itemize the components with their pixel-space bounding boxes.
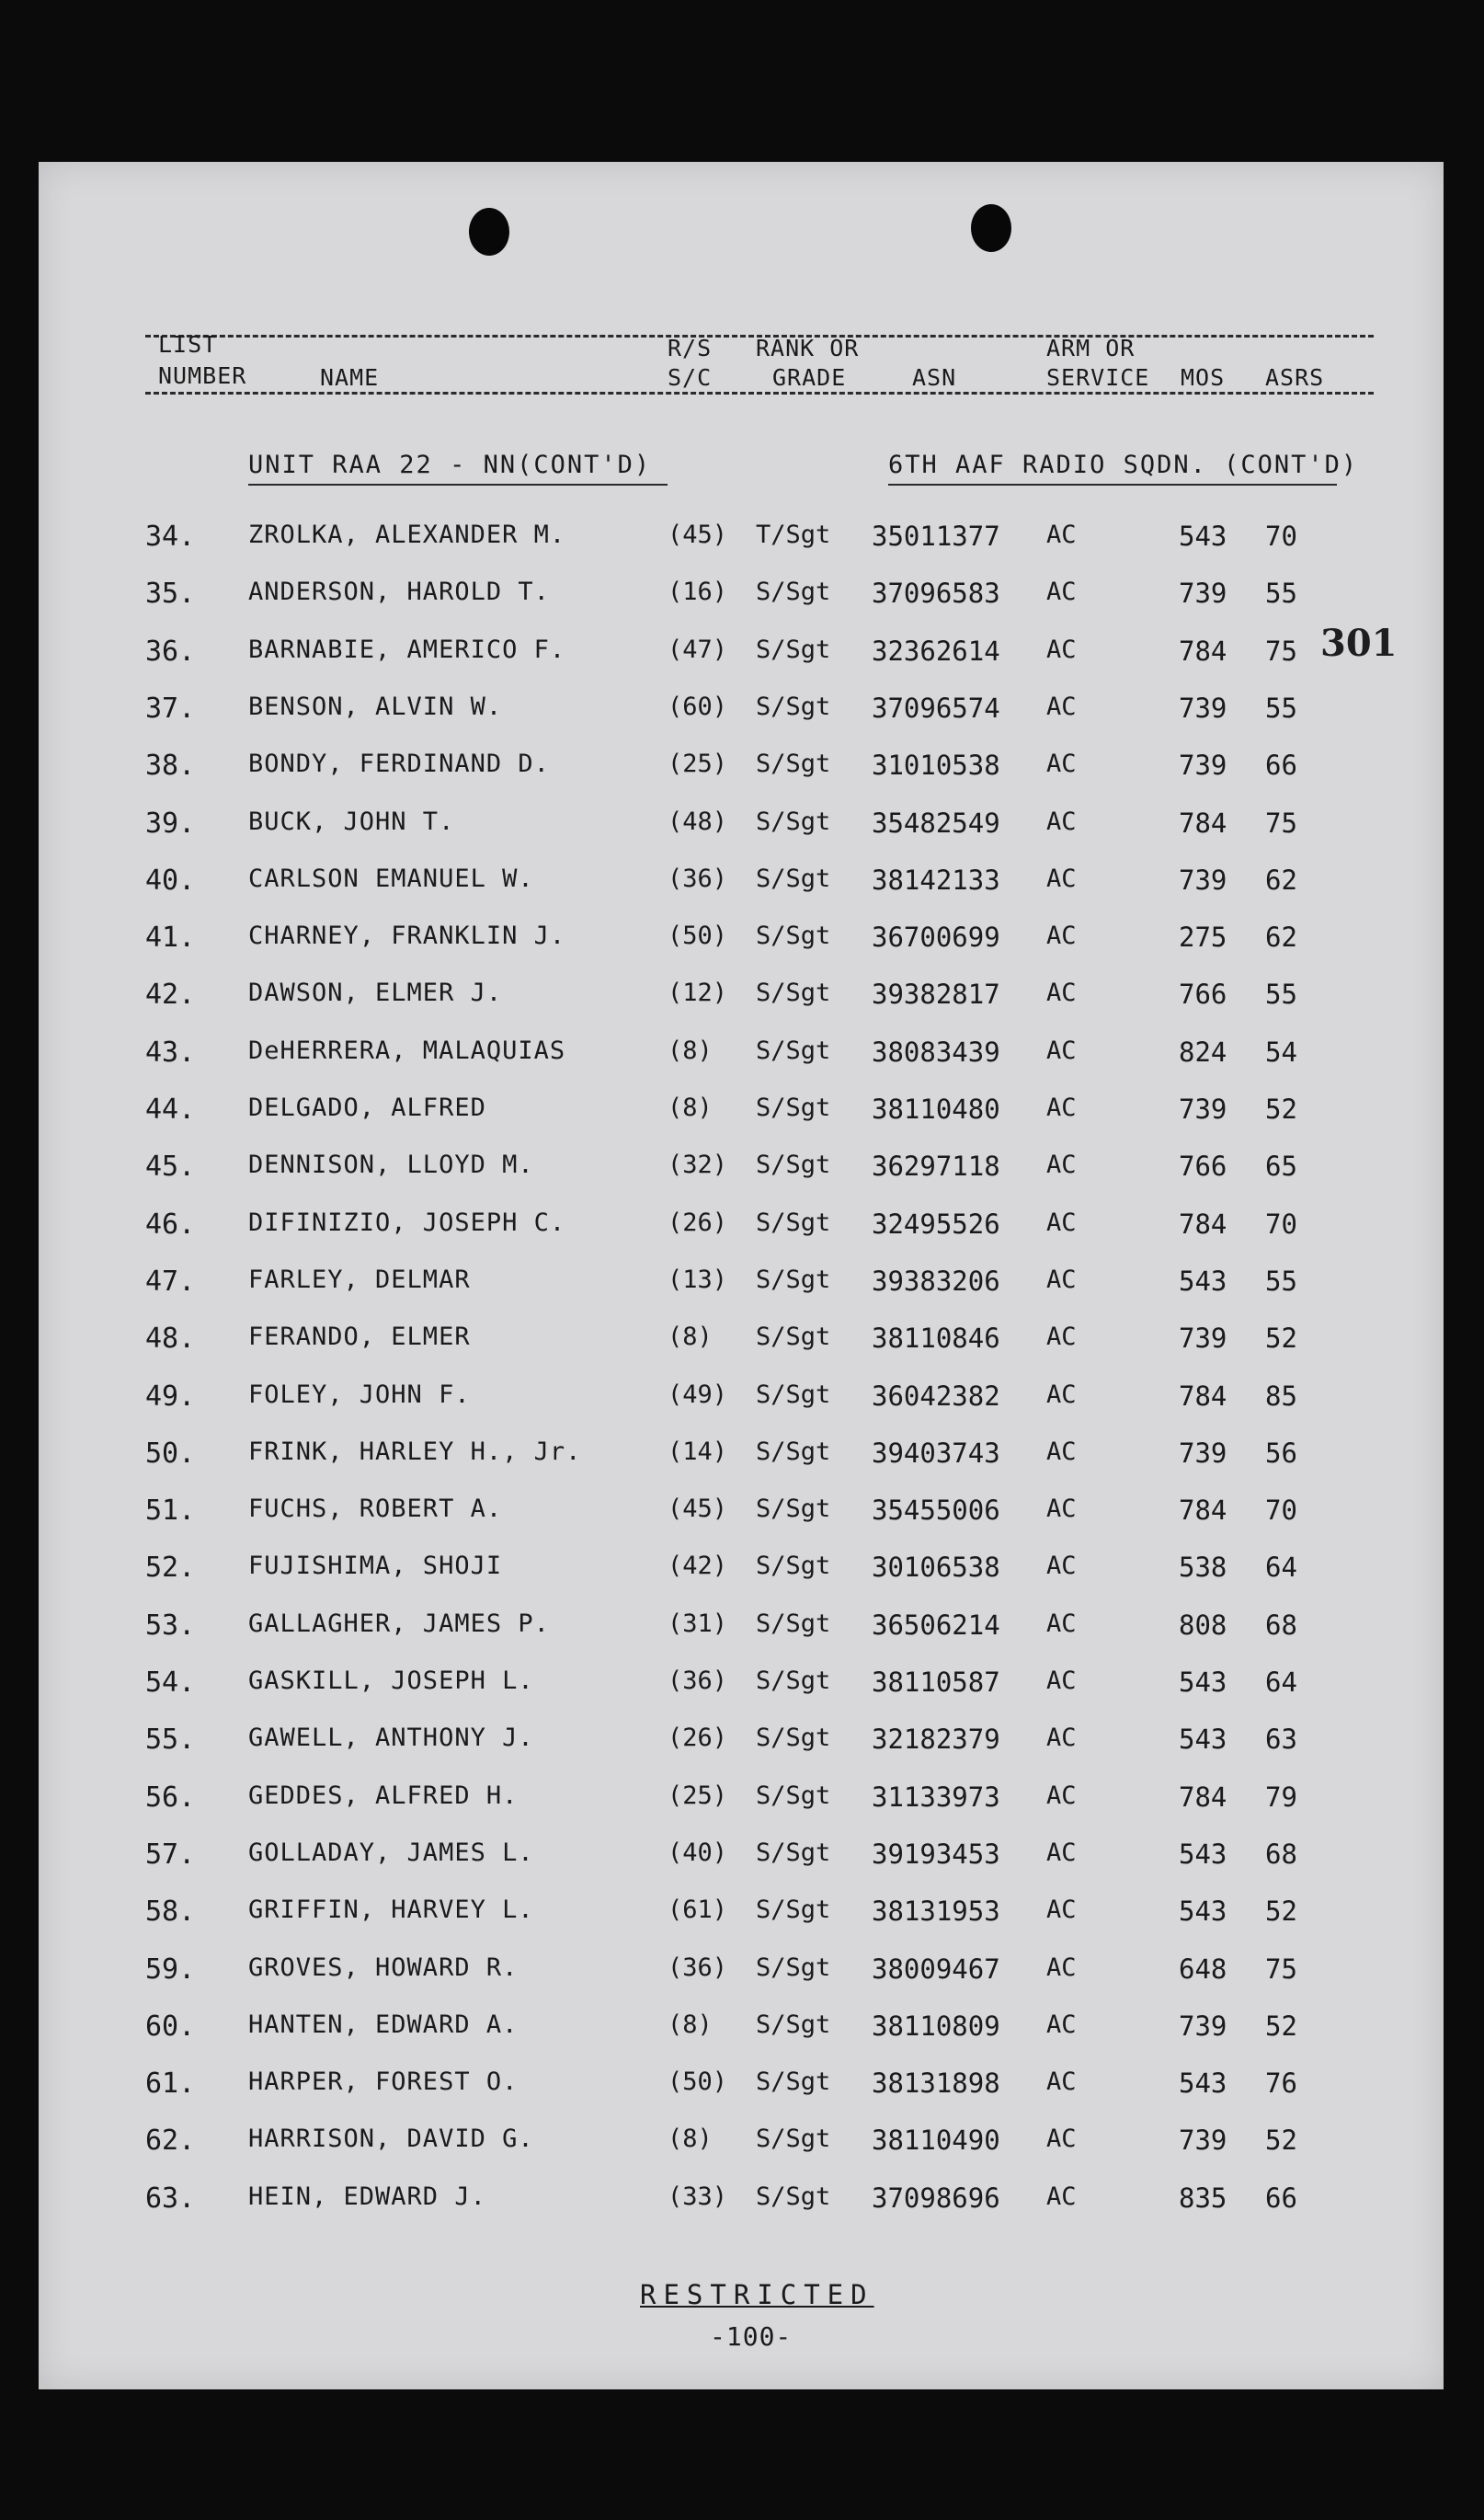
list-number-cell: 60. xyxy=(145,2010,196,2043)
restricted-marking: RESTRICTED xyxy=(640,2279,874,2310)
asn-cell: 38110846 xyxy=(872,1323,1000,1355)
rank-grade-cell: S/Sgt xyxy=(756,1609,831,1638)
soldier-name-cell: GRIFFIN, HARVEY L. xyxy=(248,1896,534,1925)
mos-cell: 739 xyxy=(1179,578,1227,610)
table-row xyxy=(39,2125,1444,2182)
table-row xyxy=(39,1094,1444,1151)
asrs-cell: 70 xyxy=(1265,1495,1297,1527)
rank-grade-cell: S/Sgt xyxy=(756,1781,831,1810)
arm-service-cell: AC xyxy=(1046,1380,1077,1409)
arm-service-cell: AC xyxy=(1046,1552,1077,1581)
asrs-cell: 55 xyxy=(1265,1265,1297,1297)
arm-service-cell: AC xyxy=(1046,1667,1077,1695)
table-row xyxy=(39,1552,1444,1609)
rs-sc-cell: (8) xyxy=(668,2010,713,2039)
table-row xyxy=(39,1896,1444,1953)
rank-grade-cell: S/Sgt xyxy=(756,692,831,721)
list-number-cell: 40. xyxy=(145,864,196,897)
header-number-label: NUMBER xyxy=(158,362,247,389)
mos-cell: 766 xyxy=(1179,1151,1227,1183)
mos-cell: 543 xyxy=(1179,1838,1227,1870)
rs-sc-cell: (12) xyxy=(668,979,728,1008)
header-rank-label: RANK OR xyxy=(756,335,860,361)
table-row xyxy=(39,521,1444,578)
table-row xyxy=(39,808,1444,865)
rs-sc-cell: (36) xyxy=(668,1667,728,1695)
asn-cell: 38009467 xyxy=(872,1953,1000,1985)
rank-grade-cell: S/Sgt xyxy=(756,1838,831,1867)
arm-service-cell: AC xyxy=(1046,1437,1077,1466)
table-row xyxy=(39,693,1444,750)
rs-sc-cell: (61) xyxy=(668,1896,728,1925)
header-mos-label: MOS xyxy=(1181,364,1226,391)
soldier-name-cell: FUCHS, ROBERT A. xyxy=(248,1495,503,1524)
soldier-name-cell: GALLAGHER, JAMES P. xyxy=(248,1609,550,1638)
list-number-cell: 36. xyxy=(145,635,196,668)
list-number-cell: 49. xyxy=(145,1380,196,1413)
asn-cell: 32362614 xyxy=(872,635,1000,667)
arm-service-cell: AC xyxy=(1046,807,1077,836)
asn-cell: 38131953 xyxy=(872,1896,1000,1928)
table-row xyxy=(39,1609,1444,1667)
asn-cell: 32182379 xyxy=(872,1724,1000,1756)
asrs-cell: 55 xyxy=(1265,692,1297,724)
mos-cell: 543 xyxy=(1179,1896,1227,1928)
table-row xyxy=(39,1380,1444,1438)
rank-grade-cell: S/Sgt xyxy=(756,1380,831,1409)
soldier-name-cell: HEIN, EDWARD J. xyxy=(248,2182,486,2211)
rank-grade-cell: S/Sgt xyxy=(756,1094,831,1122)
rank-grade-cell: S/Sgt xyxy=(756,1323,831,1352)
rs-sc-cell: (13) xyxy=(668,1265,728,1294)
soldier-name-cell: ANDERSON, HAROLD T. xyxy=(248,578,550,607)
list-number-cell: 61. xyxy=(145,2068,196,2101)
arm-service-cell: AC xyxy=(1046,750,1077,779)
soldier-name-cell: BUCK, JOHN T. xyxy=(248,807,455,836)
list-number-cell: 41. xyxy=(145,922,196,955)
table-row xyxy=(39,979,1444,1036)
asrs-cell: 65 xyxy=(1265,1151,1297,1183)
asrs-cell: 68 xyxy=(1265,1609,1297,1641)
rank-grade-cell: S/Sgt xyxy=(756,979,831,1008)
list-number-cell: 57. xyxy=(145,1838,196,1871)
mos-cell: 739 xyxy=(1179,750,1227,782)
soldier-name-cell: FERANDO, ELMER xyxy=(248,1323,471,1352)
soldier-name-cell: HARRISON, DAVID G. xyxy=(248,2125,534,2154)
asn-cell: 31010538 xyxy=(872,750,1000,782)
mos-cell: 538 xyxy=(1179,1552,1227,1584)
asrs-cell: 62 xyxy=(1265,864,1297,896)
list-number-cell: 38. xyxy=(145,750,196,783)
list-number-cell: 50. xyxy=(145,1437,196,1470)
asn-cell: 35482549 xyxy=(872,807,1000,839)
soldier-name-cell: DeHERRERA, MALAQUIAS xyxy=(248,1036,566,1065)
squadron-label-underline xyxy=(888,484,1337,486)
asrs-cell: 66 xyxy=(1265,2182,1297,2214)
soldier-name-cell: FARLEY, DELMAR xyxy=(248,1265,471,1294)
arm-service-cell: AC xyxy=(1046,864,1077,893)
soldier-name-cell: HANTEN, EDWARD A. xyxy=(248,2010,519,2039)
asrs-cell: 75 xyxy=(1265,1953,1297,1985)
rs-sc-cell: (50) xyxy=(668,922,728,951)
rank-grade-cell: S/Sgt xyxy=(756,1896,831,1925)
asn-cell: 37096574 xyxy=(872,692,1000,724)
table-row xyxy=(39,1037,1444,1094)
table-row xyxy=(39,1151,1444,1208)
rs-sc-cell: (25) xyxy=(668,1781,728,1810)
table-row xyxy=(39,1495,1444,1552)
table-row xyxy=(39,865,1444,922)
mos-cell: 824 xyxy=(1179,1036,1227,1068)
rank-grade-cell: S/Sgt xyxy=(756,1208,831,1237)
list-number-cell: 35. xyxy=(145,578,196,611)
asrs-cell: 56 xyxy=(1265,1437,1297,1469)
asn-cell: 32495526 xyxy=(872,1208,1000,1240)
mos-cell: 648 xyxy=(1179,1953,1227,1985)
soldier-name-cell: GASKILL, JOSEPH L. xyxy=(248,1667,534,1695)
mos-cell: 275 xyxy=(1179,922,1227,954)
header-name-label: NAME xyxy=(320,364,380,391)
mos-cell: 784 xyxy=(1179,635,1227,667)
mos-cell: 739 xyxy=(1179,1437,1227,1469)
asn-cell: 31133973 xyxy=(872,1781,1000,1813)
table-row xyxy=(39,2182,1444,2239)
list-number-cell: 46. xyxy=(145,1208,196,1241)
asn-cell: 39403743 xyxy=(872,1437,1000,1469)
header-sc-label: S/C xyxy=(668,364,713,391)
arm-service-cell: AC xyxy=(1046,1838,1077,1867)
rank-grade-cell: S/Sgt xyxy=(756,1495,831,1524)
arm-service-cell: AC xyxy=(1046,2068,1077,2097)
asn-cell: 30106538 xyxy=(872,1552,1000,1584)
table-row xyxy=(39,1208,1444,1266)
soldier-name-cell: BONDY, FERDINAND D. xyxy=(248,750,550,779)
squadron-label: 6TH AAF RADIO SQDN. (CONT'D) xyxy=(888,451,1359,479)
asrs-cell: 54 xyxy=(1265,1036,1297,1068)
table-row xyxy=(39,1266,1444,1323)
mos-cell: 543 xyxy=(1179,521,1227,552)
rank-grade-cell: S/Sgt xyxy=(756,807,831,836)
soldier-name-cell: DIFINIZIO, JOSEPH C. xyxy=(248,1208,566,1237)
rs-sc-cell: (26) xyxy=(668,1208,728,1237)
table-row xyxy=(39,636,1444,693)
asn-cell: 36700699 xyxy=(872,922,1000,954)
asrs-cell: 52 xyxy=(1265,1094,1297,1125)
list-number-cell: 47. xyxy=(145,1265,196,1298)
soldier-name-cell: HARPER, FOREST O. xyxy=(248,2068,519,2097)
mos-cell: 543 xyxy=(1179,1667,1227,1698)
arm-service-cell: AC xyxy=(1046,1609,1077,1638)
asn-cell: 39193453 xyxy=(872,1838,1000,1870)
rs-sc-cell: (50) xyxy=(668,2068,728,2097)
rank-grade-cell: S/Sgt xyxy=(756,1036,831,1065)
soldier-name-cell: ZROLKA, ALEXANDER M. xyxy=(248,521,566,549)
arm-service-cell: AC xyxy=(1046,521,1077,549)
arm-service-cell: AC xyxy=(1046,1208,1077,1237)
arm-service-cell: AC xyxy=(1046,692,1077,721)
page-number: -100- xyxy=(710,2321,793,2352)
mos-cell: 739 xyxy=(1179,1323,1227,1355)
rank-grade-cell: S/Sgt xyxy=(756,2182,831,2211)
asrs-cell: 85 xyxy=(1265,1380,1297,1412)
rs-sc-cell: (40) xyxy=(668,1838,728,1867)
asn-cell: 38110490 xyxy=(872,2125,1000,2157)
list-number-cell: 51. xyxy=(145,1495,196,1528)
arm-service-cell: AC xyxy=(1046,1953,1077,1982)
list-number-cell: 54. xyxy=(145,1667,196,1699)
list-number-cell: 37. xyxy=(145,692,196,725)
list-number-cell: 59. xyxy=(145,1953,196,1986)
header-bottom-rule xyxy=(145,392,1374,395)
rank-grade-cell: S/Sgt xyxy=(756,1437,831,1466)
rank-grade-cell: S/Sgt xyxy=(756,1667,831,1695)
rank-grade-cell: S/Sgt xyxy=(756,1552,831,1581)
rank-grade-cell: S/Sgt xyxy=(756,2068,831,2097)
mos-cell: 784 xyxy=(1179,807,1227,839)
asn-cell: 35455006 xyxy=(872,1495,1000,1527)
soldier-name-cell: GEDDES, ALFRED H. xyxy=(248,1781,519,1810)
soldier-name-cell: BARNABIE, AMERICO F. xyxy=(248,635,566,664)
mos-cell: 543 xyxy=(1179,1265,1227,1297)
asrs-cell: 64 xyxy=(1265,1552,1297,1584)
rank-grade-cell: S/Sgt xyxy=(756,750,831,779)
header-rs-label: R/S xyxy=(668,335,713,361)
rank-grade-cell: T/Sgt xyxy=(756,521,831,549)
mos-cell: 784 xyxy=(1179,1208,1227,1240)
arm-service-cell: AC xyxy=(1046,635,1077,664)
arm-service-cell: AC xyxy=(1046,1265,1077,1294)
asn-cell: 35011377 xyxy=(872,521,1000,552)
header-arm-label: ARM OR xyxy=(1046,335,1136,361)
header-grade-label: GRADE xyxy=(772,364,847,391)
soldier-name-cell: BENSON, ALVIN W. xyxy=(248,692,503,721)
table-row xyxy=(39,922,1444,979)
asrs-cell: 64 xyxy=(1265,1667,1297,1698)
mos-cell: 784 xyxy=(1179,1380,1227,1412)
rank-grade-cell: S/Sgt xyxy=(756,864,831,893)
mos-cell: 543 xyxy=(1179,1724,1227,1756)
asrs-cell: 55 xyxy=(1265,578,1297,610)
asn-cell: 37096583 xyxy=(872,578,1000,610)
rs-sc-cell: (8) xyxy=(668,1323,713,1352)
table-row xyxy=(39,2068,1444,2125)
page-stamp-number: 301 xyxy=(1320,622,1398,665)
list-number-cell: 39. xyxy=(145,807,196,840)
asrs-cell: 79 xyxy=(1265,1781,1297,1813)
rs-sc-cell: (45) xyxy=(668,1495,728,1524)
asrs-cell: 75 xyxy=(1265,807,1297,839)
asrs-cell: 76 xyxy=(1265,2068,1297,2100)
asrs-cell: 55 xyxy=(1265,979,1297,1011)
list-number-cell: 45. xyxy=(145,1151,196,1184)
soldier-name-cell: CARLSON EMANUEL W. xyxy=(248,864,534,893)
arm-service-cell: AC xyxy=(1046,1151,1077,1180)
soldier-name-cell: CHARNEY, FRANKLIN J. xyxy=(248,922,566,951)
asrs-cell: 52 xyxy=(1265,2010,1297,2042)
list-number-cell: 52. xyxy=(145,1552,196,1585)
rs-sc-cell: (25) xyxy=(668,750,728,779)
table-row xyxy=(39,1323,1444,1380)
asn-cell: 38142133 xyxy=(872,864,1000,896)
unit-label-underline xyxy=(248,484,668,486)
asrs-cell: 68 xyxy=(1265,1838,1297,1870)
header-service-label: SERVICE xyxy=(1046,364,1150,391)
list-number-cell: 48. xyxy=(145,1323,196,1356)
soldier-name-cell: DAWSON, ELMER J. xyxy=(248,979,503,1008)
arm-service-cell: AC xyxy=(1046,1036,1077,1065)
soldier-name-cell: DENNISON, LLOYD M. xyxy=(248,1151,534,1180)
rank-grade-cell: S/Sgt xyxy=(756,1265,831,1294)
table-row xyxy=(39,2010,1444,2068)
table-row xyxy=(39,750,1444,807)
arm-service-cell: AC xyxy=(1046,1323,1077,1352)
table-row xyxy=(39,1667,1444,1724)
list-number-cell: 56. xyxy=(145,1781,196,1814)
list-number-cell: 63. xyxy=(145,2182,196,2215)
mos-cell: 739 xyxy=(1179,2125,1227,2157)
asrs-cell: 52 xyxy=(1265,2125,1297,2157)
rs-sc-cell: (33) xyxy=(668,2182,728,2211)
arm-service-cell: AC xyxy=(1046,2182,1077,2211)
asrs-cell: 70 xyxy=(1265,1208,1297,1240)
arm-service-cell: AC xyxy=(1046,2010,1077,2039)
rs-sc-cell: (16) xyxy=(668,578,728,607)
rs-sc-cell: (49) xyxy=(668,1380,728,1409)
asn-cell: 38110480 xyxy=(872,1094,1000,1125)
rank-grade-cell: S/Sgt xyxy=(756,1151,831,1180)
asn-cell: 38110809 xyxy=(872,2010,1000,2042)
list-number-cell: 43. xyxy=(145,1036,196,1069)
rs-sc-cell: (42) xyxy=(668,1552,728,1581)
table-row xyxy=(39,1781,1444,1838)
rs-sc-cell: (8) xyxy=(668,1036,713,1065)
soldier-name-cell: GAWELL, ANTHONY J. xyxy=(248,1724,534,1753)
arm-service-cell: AC xyxy=(1046,1781,1077,1810)
asrs-cell: 62 xyxy=(1265,922,1297,954)
table-row xyxy=(39,1438,1444,1495)
punch-hole-right xyxy=(971,204,1011,252)
mos-cell: 835 xyxy=(1179,2182,1227,2214)
arm-service-cell: AC xyxy=(1046,1094,1077,1122)
mos-cell: 766 xyxy=(1179,979,1227,1011)
mos-cell: 784 xyxy=(1179,1781,1227,1813)
header-asrs-label: ASRS xyxy=(1265,364,1325,391)
asn-cell: 39382817 xyxy=(872,979,1000,1011)
arm-service-cell: AC xyxy=(1046,1724,1077,1753)
rank-grade-cell: S/Sgt xyxy=(756,1724,831,1753)
rs-sc-cell: (36) xyxy=(668,864,728,893)
table-row xyxy=(39,1724,1444,1781)
mos-cell: 543 xyxy=(1179,2068,1227,2100)
asn-cell: 38110587 xyxy=(872,1667,1000,1698)
list-number-cell: 42. xyxy=(145,979,196,1012)
arm-service-cell: AC xyxy=(1046,1495,1077,1524)
rs-sc-cell: (32) xyxy=(668,1151,728,1180)
rs-sc-cell: (26) xyxy=(668,1724,728,1753)
asrs-cell: 52 xyxy=(1265,1896,1297,1928)
list-number-cell: 55. xyxy=(145,1724,196,1757)
rank-grade-cell: S/Sgt xyxy=(756,922,831,951)
soldier-name-cell: GROVES, HOWARD R. xyxy=(248,1953,519,1982)
asn-cell: 38083439 xyxy=(872,1036,1000,1068)
mos-cell: 739 xyxy=(1179,864,1227,896)
table-row xyxy=(39,578,1444,635)
rs-sc-cell: (8) xyxy=(668,1094,713,1122)
header-asn-label: ASN xyxy=(912,364,957,391)
asn-cell: 37098696 xyxy=(872,2182,1000,2214)
arm-service-cell: AC xyxy=(1046,922,1077,951)
table-row xyxy=(39,1953,1444,2010)
rank-grade-cell: S/Sgt xyxy=(756,578,831,607)
list-number-cell: 53. xyxy=(145,1609,196,1642)
soldier-name-cell: GOLLADAY, JAMES L. xyxy=(248,1838,534,1867)
soldier-name-cell: FUJISHIMA, SHOJI xyxy=(248,1552,503,1581)
asn-cell: 36506214 xyxy=(872,1609,1000,1641)
header-list-label: LIST xyxy=(158,331,218,358)
unit-label: UNIT RAA 22 - NN(CONT'D) xyxy=(248,451,652,479)
arm-service-cell: AC xyxy=(1046,2125,1077,2154)
mos-cell: 739 xyxy=(1179,692,1227,724)
mos-cell: 739 xyxy=(1179,2010,1227,2042)
rank-grade-cell: S/Sgt xyxy=(756,2125,831,2154)
list-number-cell: 44. xyxy=(145,1094,196,1126)
rank-grade-cell: S/Sgt xyxy=(756,635,831,664)
arm-service-cell: AC xyxy=(1046,979,1077,1008)
rs-sc-cell: (47) xyxy=(668,635,728,664)
asn-cell: 38131898 xyxy=(872,2068,1000,2100)
rs-sc-cell: (36) xyxy=(668,1953,728,1982)
rs-sc-cell: (14) xyxy=(668,1437,728,1466)
soldier-name-cell: DELGADO, ALFRED xyxy=(248,1094,486,1122)
list-number-cell: 34. xyxy=(145,521,196,553)
asrs-cell: 75 xyxy=(1265,635,1297,667)
asn-cell: 36297118 xyxy=(872,1151,1000,1183)
asn-cell: 39383206 xyxy=(872,1265,1000,1297)
asrs-cell: 70 xyxy=(1265,521,1297,552)
rs-sc-cell: (31) xyxy=(668,1609,728,1638)
rs-sc-cell: (8) xyxy=(668,2125,713,2154)
punch-hole-left xyxy=(469,208,509,256)
asrs-cell: 63 xyxy=(1265,1724,1297,1756)
mos-cell: 808 xyxy=(1179,1609,1227,1641)
soldier-name-cell: FRINK, HARLEY H., Jr. xyxy=(248,1437,582,1466)
soldier-name-cell: FOLEY, JOHN F. xyxy=(248,1380,471,1409)
table-row xyxy=(39,1838,1444,1896)
rank-grade-cell: S/Sgt xyxy=(756,1953,831,1982)
asrs-cell: 52 xyxy=(1265,1323,1297,1355)
list-number-cell: 58. xyxy=(145,1896,196,1929)
rs-sc-cell: (48) xyxy=(668,807,728,836)
asn-cell: 36042382 xyxy=(872,1380,1000,1412)
mos-cell: 784 xyxy=(1179,1495,1227,1527)
document-page xyxy=(39,162,1444,2389)
list-number-cell: 62. xyxy=(145,2125,196,2158)
rs-sc-cell: (60) xyxy=(668,692,728,721)
asrs-cell: 66 xyxy=(1265,750,1297,782)
arm-service-cell: AC xyxy=(1046,578,1077,607)
arm-service-cell: AC xyxy=(1046,1896,1077,1925)
rank-grade-cell: S/Sgt xyxy=(756,2010,831,2039)
mos-cell: 739 xyxy=(1179,1094,1227,1125)
rs-sc-cell: (45) xyxy=(668,521,728,549)
